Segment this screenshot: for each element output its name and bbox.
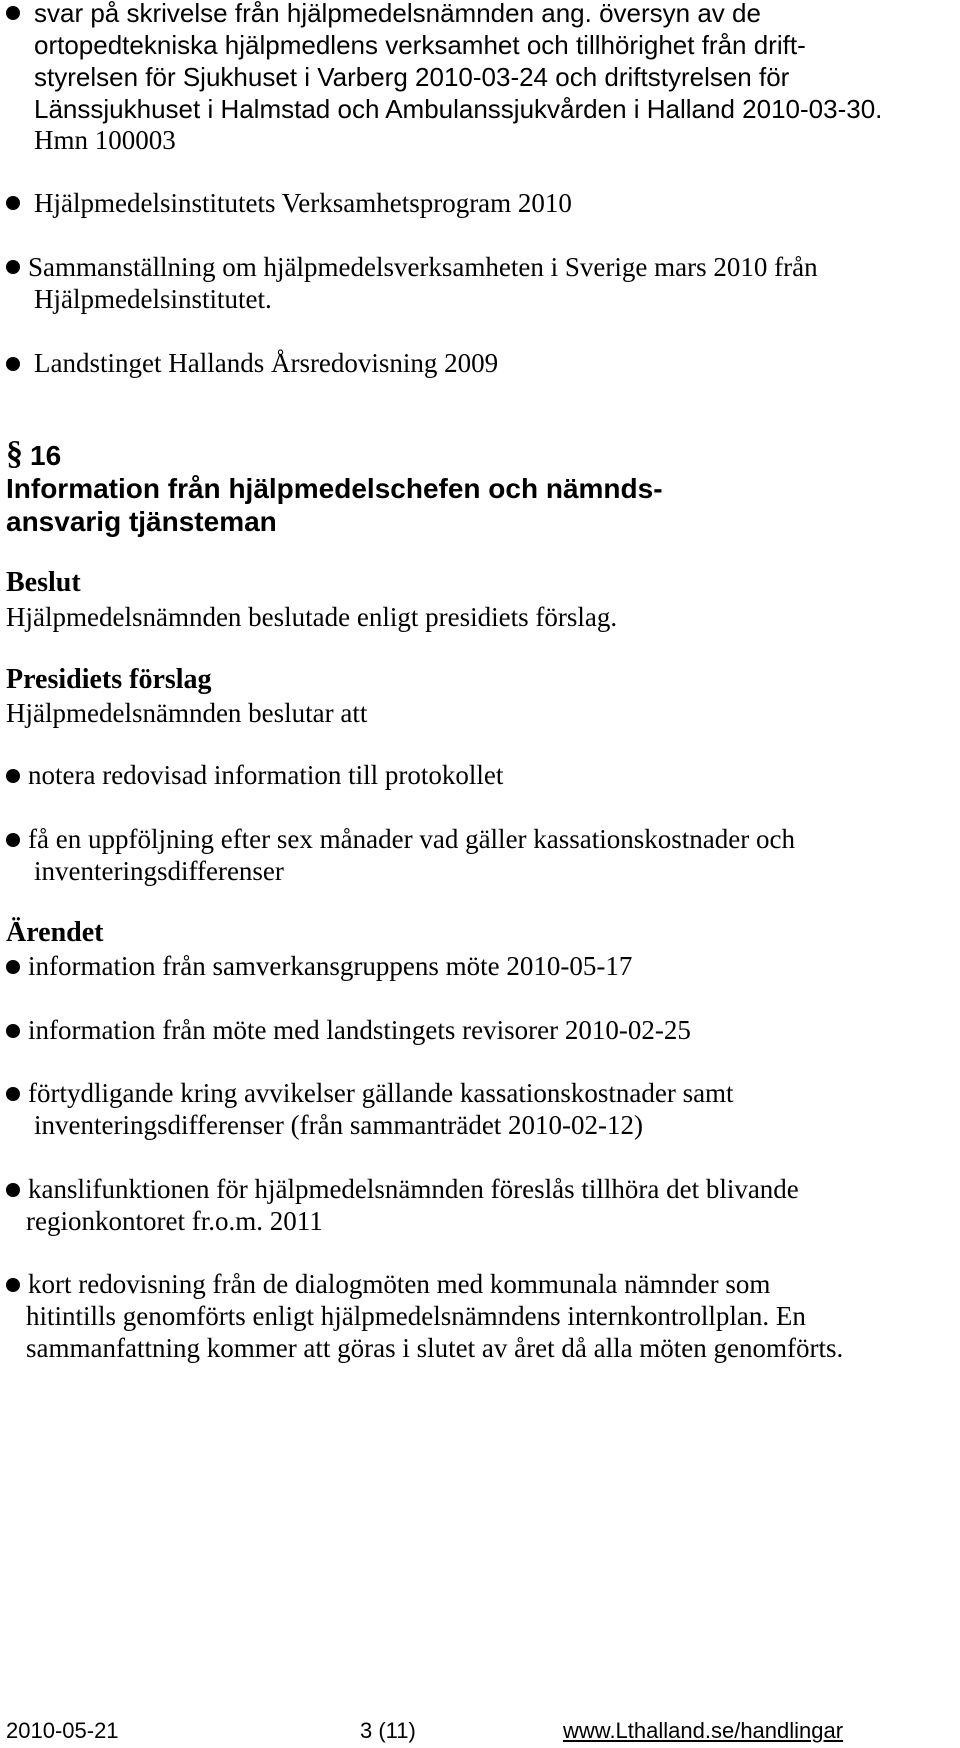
bullet-icon [6, 833, 20, 847]
list-item-line: kanslifunktionen för hjälpmedelsnämnden föreslås tillhöra det blivande [28, 1174, 799, 1204]
list-item-line: inventeringsdifferenser [34, 856, 284, 886]
section-title-line: ansvarig tjänsteman [6, 506, 277, 537]
beslut-text: Hjälpmedelsnämnden beslutade enligt presidiets förslag. [6, 602, 618, 632]
section-number: 16 [30, 440, 62, 471]
list-item-line: Landstinget Hallands Årsredovisning 2009 [34, 348, 499, 378]
bullet-icon [6, 1278, 20, 1292]
list-item-line: information från samverkansgruppens möte 2010-05-17 [28, 951, 633, 981]
forslag-intro: Hjälpmedelsnämnden beslutar att [6, 698, 368, 728]
list-item-line: styrelsen för Sjukhuset i Varberg 2010-03-24 och driftstyrelsen för [34, 62, 790, 92]
list-item-line: regionkontoret fr.o.m. 2011 [26, 1206, 323, 1236]
footer-link[interactable]: www.Lthalland.se/handlingar [563, 1718, 844, 1743]
list-item-line: hitintills genomförts enligt hjälpmedelsnämndens internkontrollplan. En [26, 1301, 806, 1331]
list-item-line: notera redovisad information till protokollet [28, 760, 504, 790]
forslag-heading: Presidiets förslag [6, 664, 212, 695]
bullet-icon [6, 260, 20, 274]
list-item-line: svar på skrivelse från hjälpmedelsnämnden ang. översyn av de [34, 0, 761, 28]
list-item-line: förtydligande kring avvikelser gällande kassationskostnader samt [28, 1078, 734, 1108]
list-item-line: få en uppföljning efter sex månader vad gäller kassationskostnader och [28, 824, 795, 854]
bullet-icon [6, 196, 20, 210]
footer-date: 2010-05-21 [6, 1718, 119, 1743]
section-title-line: Information från hjälpmedelschefen och nämnds- [6, 473, 663, 504]
bullet-icon [6, 6, 20, 20]
footer-page-number: 3 (11) [360, 1718, 416, 1743]
list-item-line: Hmn 100003 [34, 125, 176, 155]
list-item-line: inventeringsdifferenser (från sammanträdet 2010-02-12) [34, 1110, 644, 1140]
list-item-line: Hjälpmedelsinstitutet. [34, 284, 272, 314]
arendet-heading: Ärendet [6, 917, 104, 948]
bullet-icon [6, 1087, 20, 1101]
list-item-line: kort redovisning från de dialogmöten med kommunala nämnder som [28, 1269, 771, 1299]
list-item-line: Sammanställning om hjälpmedelsverksamheten i Sverige mars 2010 från [28, 252, 818, 282]
list-item-line: Hjälpmedelsinstitutets Verksamhetsprogram 2010 [34, 188, 572, 218]
section-icon: § [6, 435, 23, 472]
list-item-line: sammanfattning kommer att göras i slutet av året då alla möten genomförts. [26, 1333, 844, 1363]
list-item-line: ortopedtekniska hjälpmedlens verksamhet och tillhörighet från drift- [34, 30, 806, 60]
bullet-icon [6, 1183, 20, 1197]
bullet-icon [6, 357, 20, 371]
bullet-icon [6, 769, 20, 783]
list-item-line: information från möte med landstingets revisorer 2010-02-25 [28, 1015, 691, 1045]
bullet-icon [6, 960, 20, 974]
beslut-heading: Beslut [6, 567, 81, 598]
list-item-line: Länssjukhuset i Halmstad och Ambulanssjukvården i Halland 2010-03-30. [34, 94, 883, 124]
bullet-icon [6, 1024, 20, 1038]
